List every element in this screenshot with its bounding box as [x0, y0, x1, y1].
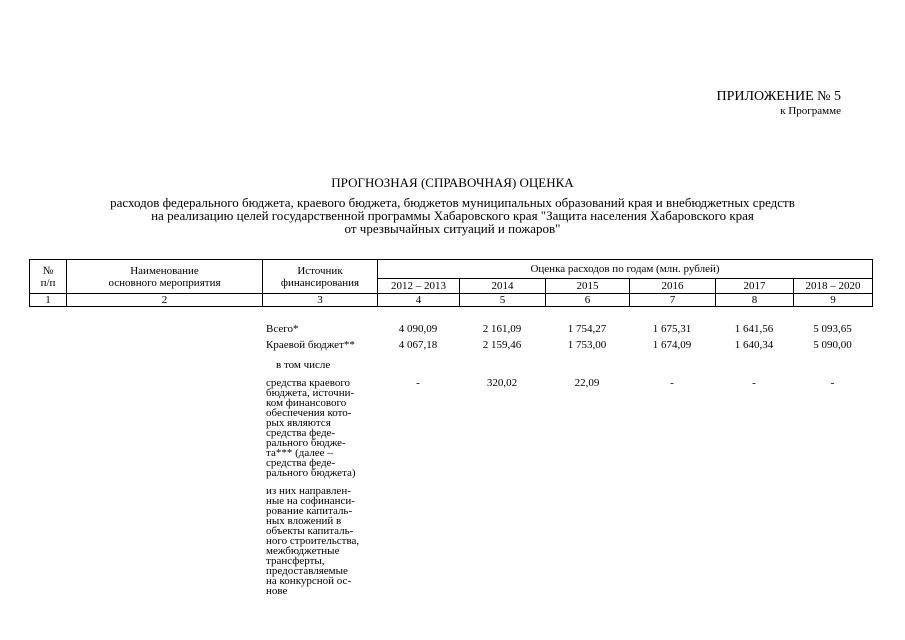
value-cell: 1 640,34 — [734, 339, 774, 351]
value-cell: 320,02 — [486, 377, 518, 389]
column-number: 9 — [794, 294, 873, 307]
value-cell: 5 090,00 — [813, 339, 852, 351]
column-number: 5 — [460, 294, 546, 307]
column-number: 6 — [546, 294, 630, 307]
document-title: ПРОГНОЗНАЯ (СПРАВОЧНАЯ) ОЦЕНКА — [331, 175, 574, 190]
subtitle-line: расходов федерального бюджета, краевого бюджета, бюджетов муниципальных образований края и внебюджетных средств — [110, 195, 795, 210]
header-year: 2016 — [630, 279, 716, 294]
column-number: 2 — [67, 294, 263, 307]
header-year: 2014 — [460, 279, 546, 294]
value-cell: 1 675,31 — [652, 323, 692, 335]
header-estimate: Оценка расходов по годам (млн. рублей) — [378, 260, 873, 279]
appendix-reference: к Программе — [780, 105, 841, 117]
header-funding-source: Источник финансирования — [263, 260, 378, 294]
value-cell: - — [830, 377, 835, 389]
value-cell: 1 754,27 — [567, 323, 607, 335]
value-cell: - — [416, 377, 420, 389]
value-cell: 4 090,09 — [398, 323, 438, 335]
header-number: № п/п — [30, 260, 67, 294]
value-cell: - — [670, 377, 674, 389]
table-row — [29, 322, 872, 340]
column-number: 8 — [716, 294, 794, 307]
estimate-table-header — [29, 259, 873, 307]
header-year: 2012 – 2013 — [378, 279, 460, 294]
header-year: 2015 — [546, 279, 630, 294]
table-row — [29, 340, 872, 358]
value-cell: 22,09 — [574, 377, 600, 389]
table-row — [29, 486, 872, 596]
subtitle-line: на реализацию целей государственной программы Хабаровского края "Защита населения Хабаровского края — [151, 208, 754, 223]
value-cell: - — [752, 377, 756, 389]
subtitle-line: от чрезвычайных ситуаций и пожаров" — [344, 221, 561, 236]
header-year: 2018 – 2020 — [794, 279, 873, 294]
value-cell: 1 753,00 — [567, 339, 607, 351]
appendix-number: ПРИЛОЖЕНИЕ № 5 — [716, 89, 841, 104]
table-row — [29, 358, 872, 376]
funding-source-cell: Всего* — [266, 323, 299, 335]
column-number: 3 — [263, 294, 378, 307]
funding-source-cell: средства краевого бюджета, источни- ком финансового обеспечения кото- рых являются средства феде- рального бюдже- та*** (далее – средства феде- рального бюджета) — [266, 377, 356, 479]
funding-source-cell: в том числе — [276, 359, 331, 371]
value-cell: 5 093,65 — [813, 323, 852, 335]
column-number: 4 — [378, 294, 460, 307]
appendix-block — [717, 89, 842, 118]
estimate-table-body — [29, 322, 872, 596]
funding-source-cell: Краевой бюджет** — [266, 339, 355, 351]
value-cell: 1 674,09 — [652, 339, 692, 351]
document-subtitle — [20, 196, 885, 235]
table-row — [29, 376, 872, 486]
header-activity-name: Наименование основного мероприятия — [67, 260, 263, 294]
value-cell: 4 067,18 — [398, 339, 438, 351]
funding-source-cell: из них направлен- ные на софинанси- рование капиталь- ных вложений в объекты капиталь- ного строительства, межбюджетные трансферты, предоставляемые на конкурсной ос- нове — [266, 485, 360, 597]
column-number: 7 — [630, 294, 716, 307]
value-cell: 2 159,46 — [482, 339, 522, 351]
value-cell: 2 161,09 — [482, 323, 522, 335]
header-year: 2017 — [716, 279, 794, 294]
column-number: 1 — [30, 294, 67, 307]
value-cell: 1 641,56 — [734, 323, 774, 335]
